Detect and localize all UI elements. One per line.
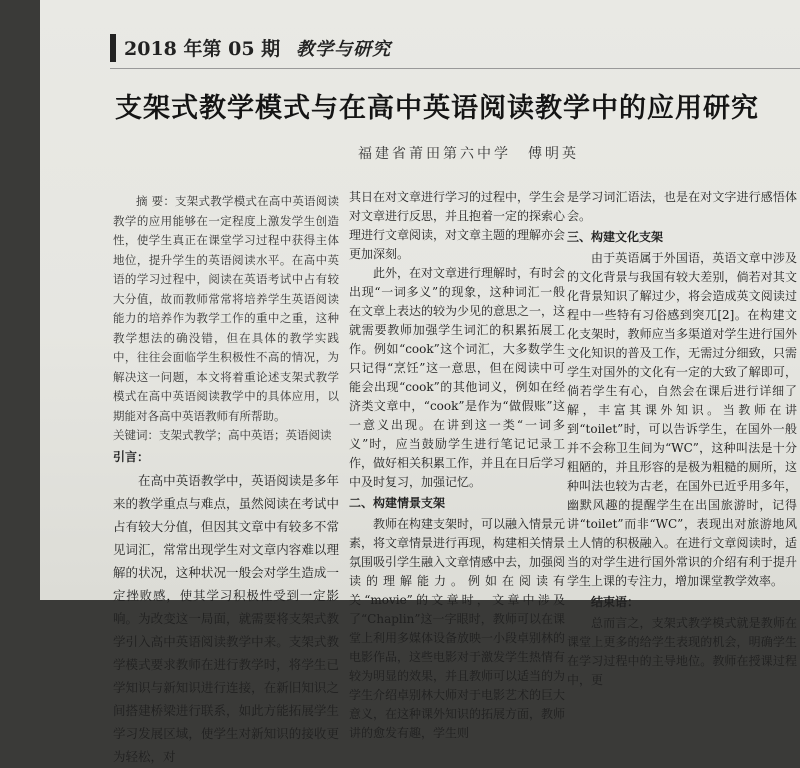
author-line: 福建省莆田第六中学 傅明英 bbox=[358, 146, 579, 162]
issue-label: 2018 年第 05 期 bbox=[124, 38, 281, 60]
abstract: 摘 要：支架式教学模式在高中英语阅读教学的应用能够在一定程度上激发学生创造性，使学生真正在课堂学习过程中获得主体地位，提升学生的英语阅读水平。在高中英语的学习过程中，阅读在英语考试中占有较大分值，故而教师常常将培养学生英语阅读能力的培养作为教学工作的重中之重，这种教学想法的确没错，但在具体的教学实践中，往往会面临学生积极性不高的情况，为解决这一问题，本文将着重论述支架式教学模式在高中英语阅读教学中的具体应用，以期能对各高中英语教师有所帮助。 bbox=[113, 194, 339, 423]
article-title: 支架式教学模式与在高中英语阅读教学中的应用研究 bbox=[115, 93, 759, 124]
section-heading: 结束语： bbox=[591, 595, 640, 609]
column-right bbox=[567, 188, 797, 690]
header-rule bbox=[110, 68, 800, 69]
section-heading: 三、构建文化支架 bbox=[567, 230, 664, 244]
paragraph: 由于英语属于外国语，英语文章中涉及的文化背景与我国有较大差别，倘若对其文化背景知识了解过少，将会造成英文阅读过程中一些特有习俗感到突兀[2]。在构建文化支架时，教师应当多渠道对学生进行国外文化知识的普及工作，无需过分细致，只需学生对国外的文化有一定的大致了解即可，倘若学生有心，自然会在课后进行详细了解，丰富其课外知识。当教师在讲到“toilet”时，可以告诉学生，在国外一般并不会称卫生间为“WC”，这种叫法是十分粗陋的，并且形容的是极为粗糙的厕所，这种叫法也较为古老，在国外已近乎用多年，幽默风趣的提醒学生在出国旅游时，记得讲“toilet”而非“WC”，表现出对旅游地风土人情的积极融入。在进行文章阅读时，适当的对学生进行国外常识的介绍有利于提升学生上课的专注力，增加课堂教学效率。 bbox=[567, 251, 797, 588]
journal-name: 教学与研究 bbox=[296, 39, 392, 60]
paragraph: 教师在构建支架时，可以融入情景元素，将文章情景进行再现，构建相关情景氛围吸引学生融入文章情感中去，加强阅读的理解能力。例如在阅读有关“movie”的文章时，文章中涉及了“Chaplin”这一字眼时，教师可以在课堂上利用多媒体设备放映一小段卓别林的电影作品，这些电影对于激发学生热情有较为明显的效果，并且教师可以适当的为学生介绍卓别林大师对于电影艺术的巨大意义，在这种课外知识的拓展方面，教师讲的愈发有趣，学生则 bbox=[349, 517, 566, 740]
intro-heading: 引言： bbox=[113, 449, 150, 464]
column-left bbox=[113, 192, 339, 768]
document-page bbox=[40, 0, 800, 764]
paragraph: 总而言之，支架式教学模式就是教师在课堂上更多的给学生表现的机会，明确学生在学习过程中的主导地位。教师在授课过程中，更 bbox=[567, 616, 797, 687]
intro-text: 在高中英语教学中，英语阅读是多年来的教学重点与难点，虽然阅读在考试中占有较大分值，但因其文章中有较多不常见词汇，常常出现学生对文章内容难以理解的状况，这种状况一般会对学生造成一定挫败感，使其学习积极性受到一定影响。为改变这一局面，就需要将支架式教学引入高中英语阅读教学中来。支架式教学模式要求教师在进行教学时，将学生已学知识与新知识进行连接，在新旧知识之间搭建桥梁进行联系，如此方能拓展学生学习发展区域，使学生对新知识的接收更为轻松，对 bbox=[113, 472, 339, 764]
paragraph: 此外，在对文章进行理解时，有时会出现“一词多义”的现象，这种词汇一般在文章上表达的较为少见的意思之一，这就需要教师加强学生词汇的积累拓展工作。例如“cook”这个词汇，大多数学生只记得“烹饪”这一意思，但在阅读中可能会出现“cook”的其他词义，例如在经济类文章中，“cook”是作为“做假账”这一意义出现。在讲到这一类“一词多义”时，应当鼓励学生进行笔记记录工作，做好相关积累工作，并且在日后学习中及时复习，加强记忆。 bbox=[349, 266, 566, 489]
running-header bbox=[110, 34, 391, 62]
header-bar bbox=[110, 34, 116, 62]
section-heading: 二、构建情景支架 bbox=[349, 496, 446, 510]
keywords: 关键词：支架式教学；高中英语；英语阅读 bbox=[113, 428, 332, 442]
column-middle bbox=[349, 188, 565, 743]
paragraph: 其日在对文章进行学习的过程中，学生会对文章进行反思，并且抱着一定的探索心理进行文章阅读，对文章主题的理解亦会更加深刻。 bbox=[349, 190, 566, 261]
paragraph: 是学习词汇语法，也是在对文字进行感悟体会。 bbox=[567, 190, 797, 223]
